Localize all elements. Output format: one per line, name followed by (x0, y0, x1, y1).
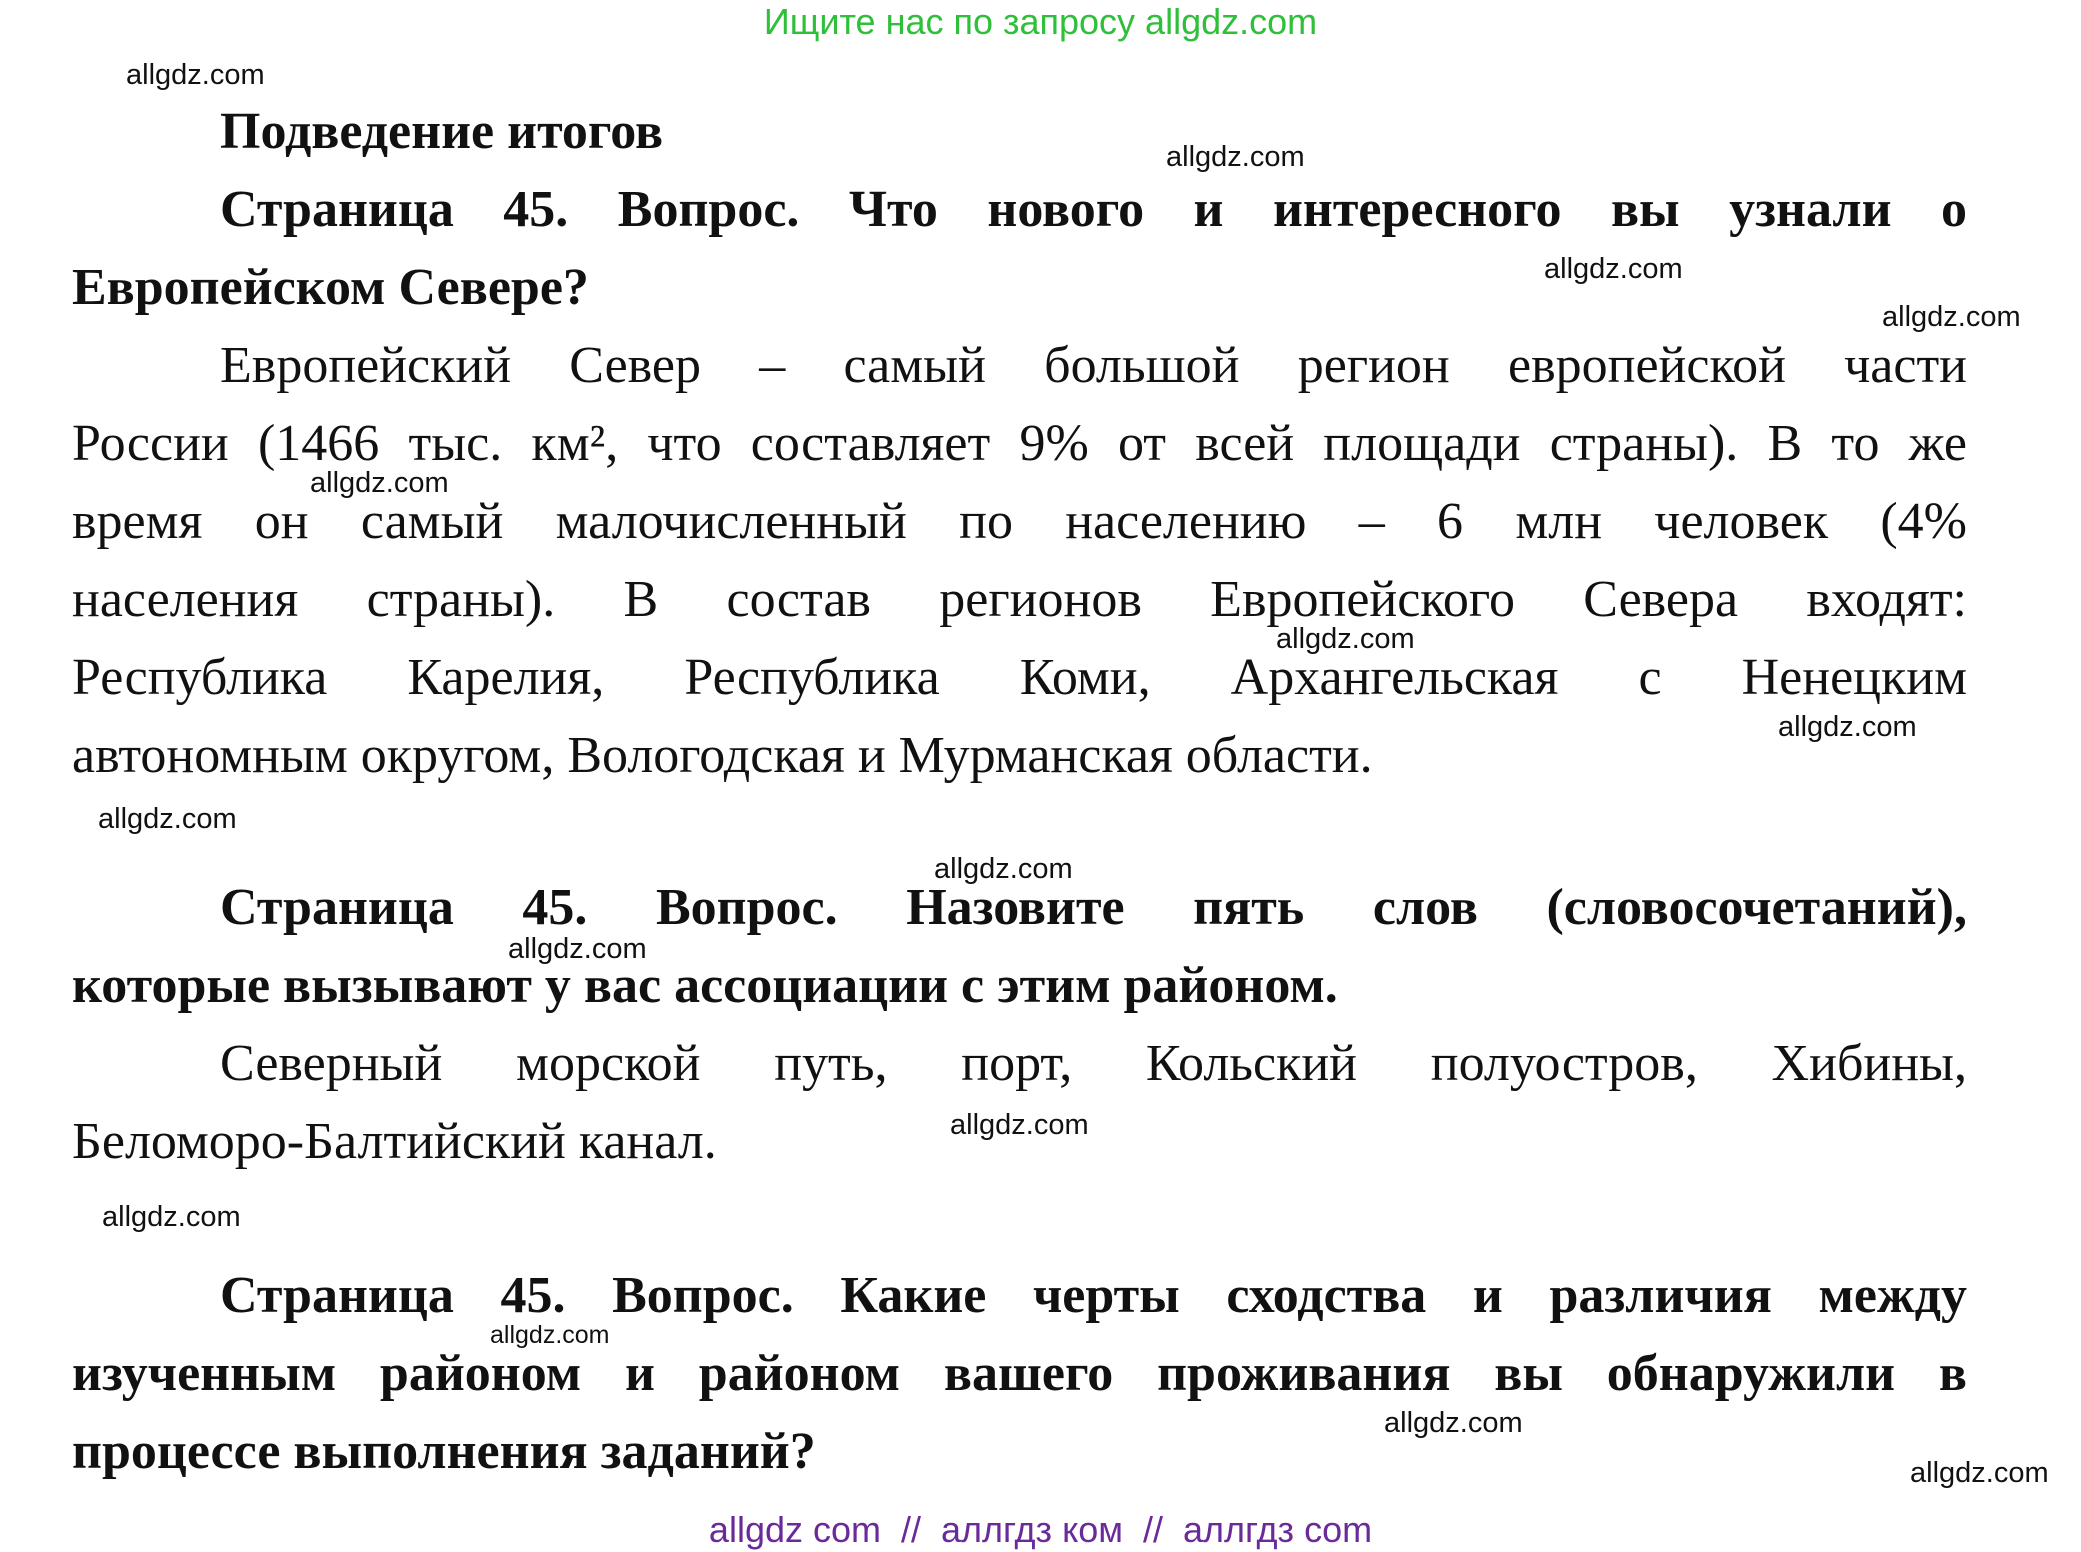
answer-1-line-3: время он самый малочисленный по населению – 6 млн человек (4% (72, 493, 1967, 550)
watermark: allgdz.com (1778, 711, 1917, 743)
watermark: allgdz.com (102, 1201, 241, 1233)
answer-1-line-5: Республика Карелия, Республика Коми, Архангельская с Ненецким (72, 649, 1967, 706)
watermark: allgdz.com (490, 1321, 610, 1349)
answer-2-line-1: Северный морской путь, порт, Кольский полуостров, Хибины, (220, 1035, 1967, 1092)
watermark: allgdz.com (1544, 253, 1683, 285)
top-search-banner: Ищите нас по запросу allgdz.com (763, 1, 1318, 42)
watermark: allgdz.com (508, 933, 647, 965)
question-3-line-1: Страница 45. Вопрос. Какие черты сходства и различия между (220, 1267, 1967, 1324)
question-2-line-1: Страница 45. Вопрос. Назовите пять слов (словосочетаний), (220, 879, 1967, 936)
watermark: allgdz.com (1276, 623, 1415, 655)
answer-1-line-2: России (1466 тыс. км², что составляет 9% от всей площади страны). В то же (72, 415, 1967, 472)
section-title: Подведение итогов (220, 103, 664, 160)
question-2-line-2: которые вызывают у вас ассоциации с этим районом. (72, 957, 1338, 1014)
watermark: allgdz.com (126, 59, 265, 91)
watermark: allgdz.com (98, 803, 237, 835)
answer-2-line-2: Беломоро-Балтийский канал. (72, 1113, 717, 1170)
answer-1-line-4: населения страны). В состав регионов Европейского Севера входят: (72, 571, 1967, 628)
question-1-line-2: Европейском Севере? (72, 259, 589, 316)
answer-1-line-6: автономным округом, Вологодская и Мурманская области. (72, 727, 1373, 784)
question-3-line-3: процессе выполнения заданий? (72, 1423, 816, 1480)
watermark: allgdz.com (310, 467, 449, 499)
question-1-line-1: Страница 45. Вопрос. Что нового и интересного вы узнали о (220, 181, 1967, 238)
watermark: allgdz.com (1882, 301, 2021, 333)
question-3-line-2: изученным районом и районом вашего проживания вы обнаружили в (72, 1345, 1967, 1402)
watermark: allgdz.com (1910, 1457, 2049, 1489)
watermark: allgdz.com (950, 1109, 1089, 1141)
watermark: allgdz.com (934, 853, 1073, 885)
answer-1-line-1: Европейский Север – самый большой регион европейской части (220, 337, 1967, 394)
watermark: allgdz.com (1384, 1407, 1523, 1439)
watermark: allgdz.com (1166, 141, 1305, 173)
footer-links: allgdz com // аллгдз ком // аллгдз com (708, 1509, 1373, 1550)
